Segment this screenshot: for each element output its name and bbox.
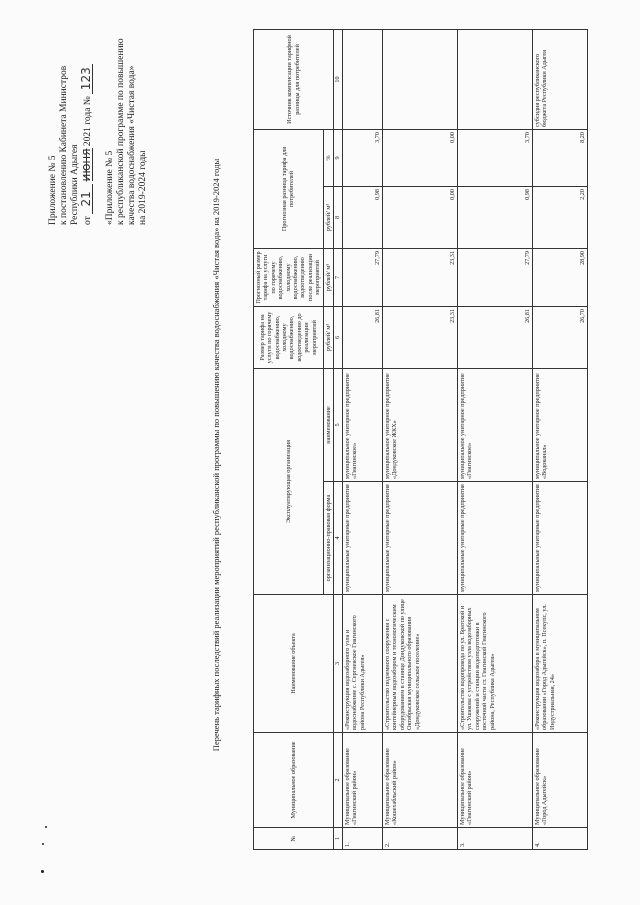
row-municipality: Муниципальное образование «Гиагинский район» [458,733,533,828]
column-index-row [334,30,343,850]
header-line: «Приложение № 5 [105,150,115,225]
tariff-table [253,29,588,850]
row-legal-form: муниципальные унитарные предприятия [383,482,458,595]
row-diff-pct: 0,00 [383,130,458,187]
table-row [458,30,533,850]
table-row [383,30,458,850]
row-tariff-after: 27,79 [343,249,383,307]
row-no: 1. [343,828,383,850]
column-index: 7 [334,249,343,307]
row-diff-pct: 3,70 [458,130,533,187]
row-tariff-after: 28,90 [533,249,588,307]
row-legal-form: муниципальные унитарные предприятия [343,482,383,595]
header-tariff-after: Прогнозный размер тарифа на услуги по горячему водоснабжению, холодному водоснабжению, водоотведению после реализации мероприятий [254,249,324,307]
column-index: 10 [334,30,343,130]
row-org-name: муниципальное унитарное предприятие «Дондуковское ЖКХ» [383,369,458,482]
row-legal-form: муниципальные унитарные предприятия [533,482,588,595]
row-diff-rub: 0,00 [383,187,458,249]
row-tariff-before: 26,81 [343,307,383,369]
row-object: «Реконструкция водозабора в муниципальном образовании «Город Адыгейск», п. Псекупс, ул. Индустриальная, 24» [533,595,588,733]
unit-label: рублей/ м³ [323,307,333,369]
row-source: субсидия республиканского бюджета Республики Адыгея [533,30,588,130]
row-diff-pct: 8,20 [533,130,588,187]
date-prefix: от [83,216,93,225]
row-tariff-before: 23,31 [383,307,458,369]
unit-label: рублей/ м³ [323,249,333,307]
header-org-name: наименование [323,369,333,482]
row-org-name: муниципальное унитарное предприятие «Гиагинское» [458,369,533,482]
appendix-header [48,15,149,225]
column-index: 3 [334,595,343,733]
row-source [383,30,458,130]
row-tariff-before: 26,81 [458,307,533,369]
row-diff-pct: 3,70 [343,130,383,187]
header-legal-form: организационно-правовая форма [323,482,333,595]
header-difference: Прогнозная разница тарифа для потребителей [254,130,324,249]
date-suffix: 2021 года № [83,96,93,147]
header-line: на 2019-2024 годы [138,150,148,225]
unit-label: % [323,130,333,187]
table-row [343,30,383,850]
row-org-name: муниципальное унитарное предприятие «Водоканал» [533,369,588,482]
row-diff-rub: 0,98 [343,187,383,249]
row-no: 4. [533,828,588,850]
row-object: «Строительство подземного сооружения с контейнерным водозабором и технологическим оборудованием в станице Дондуковской по улице Октябрьская муниципального образования «Дондуковское сельское поселение» [383,595,458,733]
table-row [533,30,588,850]
handwritten-day: 21 [81,184,93,214]
table-header-row [254,30,324,850]
decree-date-line [81,15,94,225]
row-municipality: Муниципальное образование «Город Адыгейск» [533,733,588,828]
header-operating-org: Эксплуатирующая организация [254,369,324,595]
handwritten-month: июня [79,148,93,182]
row-municipality: Муниципальное образование «Кошехабльский район» [383,733,458,828]
row-tariff-after: 27,79 [458,249,533,307]
row-no: 3. [458,828,533,850]
handwritten-number: 123 [81,64,93,94]
row-municipality: Муниципальное образование «Гиагинский район» [343,733,383,828]
column-index: 6 [334,307,343,369]
row-diff-rub: 2,20 [533,187,588,249]
row-org-name: муниципальное унитарное предприятие «Гиагинское» [343,369,383,482]
column-index: 2 [334,733,343,828]
row-no: 2. [383,828,458,850]
header-line: к республиканской программе по повышению [116,38,126,225]
header-line: к постановлению Кабинета Министров [59,65,69,225]
header-no: № [254,828,334,850]
row-object: «Реконструкция водозаборного узла и водоснабжение с. Сергиевское Гиагинского района Республики Адыгея» [343,595,383,733]
column-index: 9 [334,130,343,187]
row-object: «Строительство водопровода по ул. Братской и ул. Ушакова с устройством узла водозаборных сооружений и станции водоподготовки в восточной части ст. Гиагинской Гиагинского района, Республика Адыгея» [458,595,533,733]
header-tariff-before: Размер тарифа на услуги по горячему водоснабжению, холодному водоснабжению, водоотведению до реализации мероприятий [254,307,324,369]
row-legal-form: муниципальные унитарные предприятия [458,482,533,595]
header-line: Республики Адыгея [70,144,80,225]
column-index: 5 [334,369,343,482]
row-source [343,30,383,130]
unit-label: рублей/ м³ [323,187,333,249]
column-index: 4 [334,482,343,595]
header-line: качества водоснабжения «Чистая вода» [127,65,137,225]
document-title: Перечень тарифных последствий реализации мероприятий республиканской программы по повышению качества водоснабжения «Чистая вода» на 2019-2024 годы [211,158,221,752]
row-tariff-after: 23,31 [383,249,458,307]
row-tariff-before: 26,70 [533,307,588,369]
header-object: Наименование объекта [254,595,334,733]
row-diff-rub: 0,98 [458,187,533,249]
header-municipality: Муниципальное образование [254,733,334,828]
header-source: Источник компенсации тарифной разницы для потребителей [254,30,334,130]
rotated-sheet [18,13,618,890]
header-line: Приложение № 5 [48,155,58,225]
column-index: 1 [334,828,343,850]
column-index: 8 [334,187,343,249]
row-source [458,30,533,130]
